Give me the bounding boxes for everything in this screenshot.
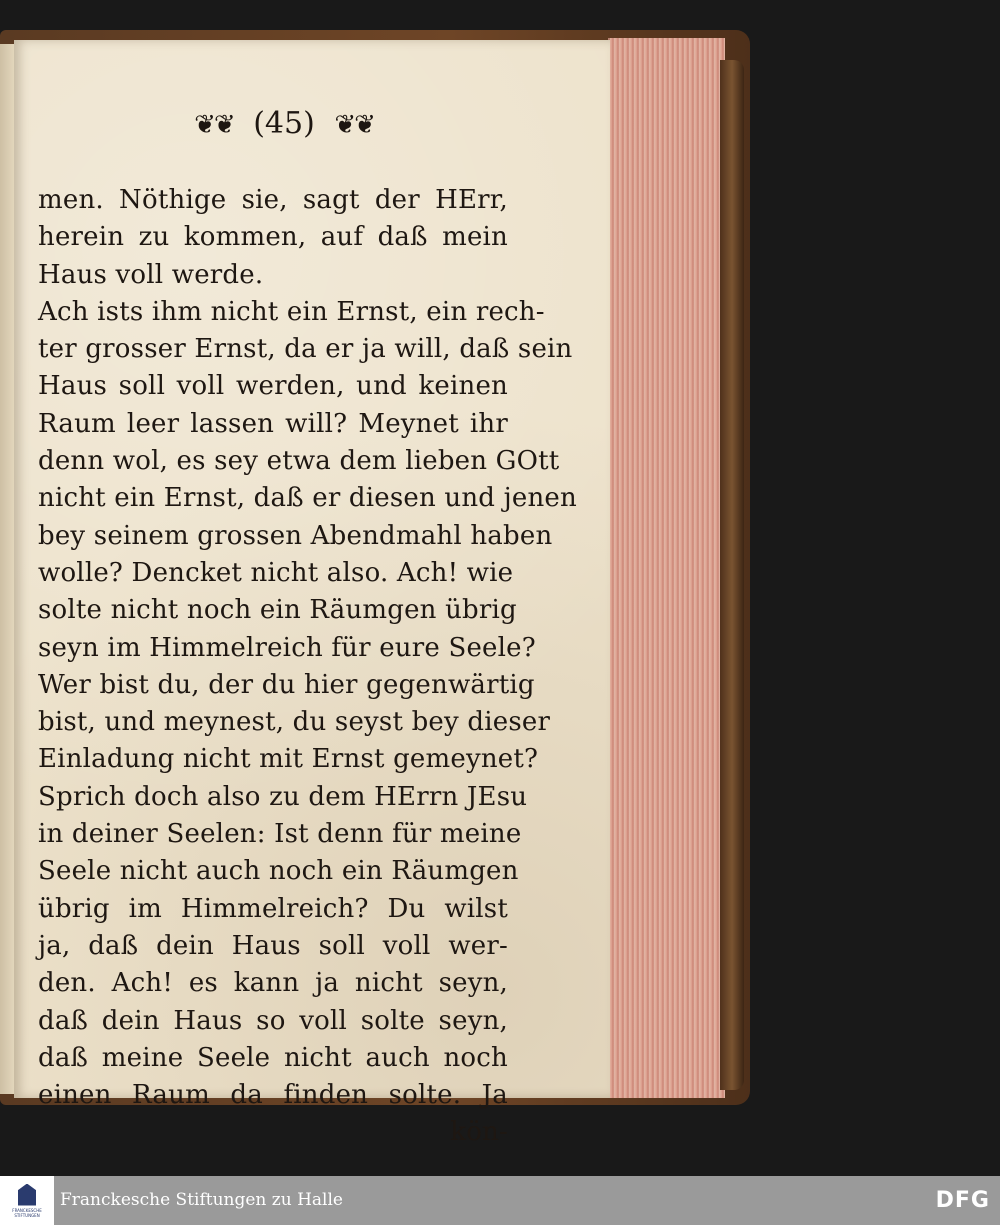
text-line: men. Nöthige sie, sagt der HErr, — [38, 185, 508, 215]
page-number: (45) — [253, 106, 315, 141]
text-line: Seele nicht auch noch ein Räumgen — [38, 856, 519, 887]
institution-logo[interactable] — [0, 1176, 54, 1225]
text-line: denn wol, es sey etwa dem lieben GOtt — [38, 446, 560, 477]
page-header — [14, 106, 554, 141]
text-line: Haus soll voll werden, und keinen — [38, 371, 508, 402]
text-line: übrig im Himmelreich? Du wilst — [38, 893, 508, 924]
text-line: in deiner Seelen: Ist denn für meine — [38, 819, 522, 850]
page-edges — [608, 38, 725, 1098]
ornament-left-icon: ❦❦ — [194, 110, 234, 140]
text-line: kön- — [450, 1117, 508, 1148]
building-icon — [18, 1184, 36, 1206]
dfg-logo[interactable]: DFG — [935, 1188, 990, 1213]
text-line: bist, und meynest, du seyst bey dieser — [38, 707, 551, 738]
text-line: wolle? Dencket nicht also. Ach! wie — [38, 557, 514, 588]
text-line: nicht ein Ernst, daß er diesen und jenen — [38, 483, 577, 514]
book-page — [14, 40, 610, 1148]
text-line: einen Raum da finden solte. Ja — [38, 1080, 508, 1111]
text-line: seyn im Himmelreich für eure Seele? — [38, 632, 536, 663]
institution-name[interactable]: Franckesche Stiftungen zu Halle — [60, 1190, 343, 1210]
text-line: Sprich doch also zu dem HErrn JEsu — [38, 781, 528, 812]
text-line: ja, daß dein Haus soll voll wer- — [38, 930, 508, 961]
logo-text: FRANCKESCHE STIFTUNGEN — [12, 1207, 42, 1218]
text-line: Einladung nicht mit Ernst gemeynet? — [38, 744, 539, 775]
page-text — [38, 182, 577, 1152]
text-line: Haus voll werde. — [38, 259, 264, 290]
text-line: solte nicht noch ein Räumgen übrig — [38, 595, 517, 626]
text-line: ter grosser Ernst, da er ja will, daß sein — [38, 334, 573, 365]
book-spine-edge — [720, 60, 744, 1090]
text-line: herein zu kommen, auf daß mein — [38, 222, 508, 253]
text-line: Wer bist du, der du hier gegenwärtig — [38, 669, 535, 700]
ornament-right-icon: ❦❦ — [334, 110, 374, 140]
text-line: den. Ach! es kann ja nicht seyn, — [38, 968, 508, 999]
text-line: daß meine Seele nicht auch noch — [38, 1042, 508, 1073]
viewer-footer — [0, 1176, 1000, 1225]
text-line: Ach ists ihm nicht ein Ernst, ein rech- — [38, 296, 545, 327]
text-line: daß dein Haus so voll solte seyn, — [38, 1005, 508, 1036]
text-line: Raum leer lassen will? Meynet ihr — [38, 408, 508, 439]
text-line: bey seinem grossen Abendmahl haben — [38, 520, 553, 551]
